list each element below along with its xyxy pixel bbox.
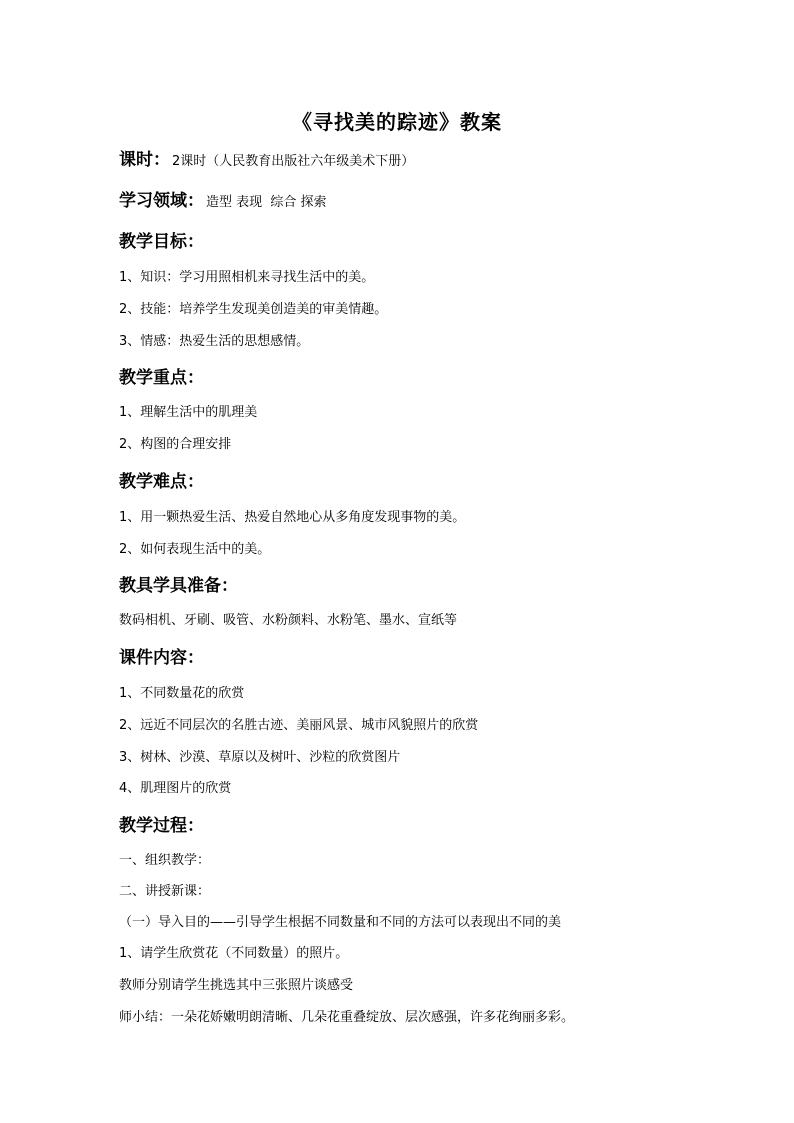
difficulties-heading: 教学难点：	[119, 472, 204, 492]
key-point-item: 2、构图的合理安排	[119, 437, 232, 452]
process-heading: 教学过程：	[119, 816, 204, 836]
courseware-item: 1、不同数量花的欣赏	[119, 686, 245, 701]
difficulty-item: 2、如何表现生活中的美。	[119, 542, 271, 557]
objective-item: 2、技能：培养学生发现美创造美的审美情趣。	[119, 302, 388, 317]
learning-field-value: 造型 表现 综合 探索	[206, 195, 327, 210]
process-item: 师小结：一朵花娇嫩明朗清晰、几朵花重叠绽放、层次感强，许多花绚丽多彩。	[119, 1010, 575, 1025]
objective-item: 1、知识：学习用照相机来寻找生活中的美。	[119, 270, 375, 285]
courseware-item: 2、远近不同层次的名胜古迹、美丽风景、城市风貌照片的欣赏	[119, 718, 479, 733]
learning-field-label: 学习领域：	[119, 191, 204, 211]
key-points-heading: 教学重点：	[119, 368, 204, 388]
lesson-time-value: 2课时（人民教育出版社六年级美术下册）	[172, 154, 415, 169]
lesson-time-row	[119, 152, 414, 169]
document-title: 《寻找美的踪迹》教案	[292, 110, 502, 134]
courseware-item: 4、肌理图片的欣赏	[119, 781, 232, 796]
courseware-heading: 课件内容：	[119, 648, 204, 668]
process-item: 二、讲授新课：	[119, 884, 211, 899]
objectives-heading: 教学目标：	[119, 232, 204, 252]
learning-field-row	[119, 193, 327, 210]
process-item: （一）导入目的——引导学生根据不同数量和不同的方法可以表现出不同的美	[119, 915, 562, 930]
courseware-item: 3、树林、沙漠、草原以及树叶、沙粒的欣赏图片	[119, 750, 401, 765]
objective-item: 3、情感：热爱生活的思想感情。	[119, 334, 310, 349]
key-point-item: 1、理解生活中的肌理美	[119, 405, 258, 420]
process-item: 1、请学生欣赏花（不同数量）的照片。	[119, 946, 349, 961]
process-item: 教师分别请学生挑选其中三张照片谈感受	[119, 978, 354, 993]
process-item: 一、组织教学：	[119, 853, 211, 868]
materials-heading: 教具学具准备：	[119, 576, 238, 596]
lesson-time-label: 课时：	[119, 150, 170, 170]
difficulty-item: 1、用一颗热爱生活、热爱自然地心从多角度发现事物的美。	[119, 510, 466, 525]
materials-text: 数码相机、牙刷、吸管、水粉颜料、水粉笔、墨水、宣纸等	[119, 613, 458, 628]
